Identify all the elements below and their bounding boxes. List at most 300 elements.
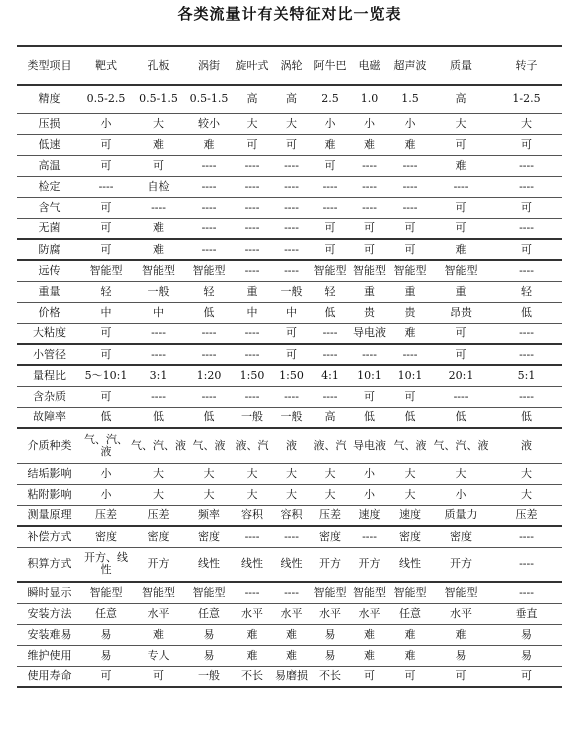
row-label: 瞬时显示 [27, 585, 72, 599]
table-cell: 不长 [241, 669, 263, 683]
table-cell: 压差 [147, 508, 170, 522]
table-cell: ---- [201, 158, 217, 172]
row-label: 含气 [38, 200, 61, 214]
table-row [17, 113, 562, 134]
table-cell: 大 [286, 487, 297, 501]
row-label: 使用寿命 [27, 669, 72, 683]
table-cell: 可 [404, 389, 416, 403]
row-label: 故障率 [33, 410, 66, 424]
table-cell: 1:50 [239, 368, 265, 382]
row-label: 含杂质 [33, 389, 66, 403]
table-row [17, 155, 562, 176]
table-cell: 智能型 [142, 263, 175, 277]
row-label: 远传 [38, 263, 61, 277]
table-cell: ---- [201, 200, 217, 214]
table-cell: ---- [284, 158, 299, 172]
table-cell: 1:20 [196, 368, 222, 382]
table-cell: 大 [286, 116, 297, 130]
table-cell: 难 [153, 137, 164, 151]
table-cell: 高 [286, 92, 297, 106]
table-cell: 重 [364, 284, 375, 298]
table-cell: 1-2.5 [512, 92, 541, 106]
table-cell: 难 [364, 137, 375, 151]
table-cell: 难 [286, 627, 297, 641]
table-cell: 可 [324, 158, 336, 172]
row-label: 积算方式 [27, 557, 72, 571]
table-cell: 小 [364, 487, 375, 501]
table-cell: 任意 [399, 606, 421, 620]
table-cell: 速度 [399, 508, 421, 522]
table-cell: ---- [322, 326, 338, 340]
table-cell: 高 [246, 92, 258, 106]
table-cell: 大 [153, 487, 164, 501]
table-cell: ---- [201, 389, 217, 403]
table-cell: 中 [153, 305, 164, 319]
table-cell: 可 [404, 669, 416, 683]
table-cell: ---- [244, 529, 260, 543]
row-label: 测量原理 [27, 508, 72, 522]
table-cell: ---- [519, 347, 534, 361]
table-cell: 智能型 [192, 263, 226, 277]
table-cell: 大 [246, 466, 258, 480]
table-cell: 可 [521, 242, 532, 256]
table-cell: 线性 [241, 557, 263, 571]
table-row [17, 526, 562, 547]
table-cell: ---- [519, 557, 534, 571]
table-cell: 难 [246, 648, 258, 662]
table-cell: ---- [98, 179, 114, 193]
table-cell: 容积 [241, 508, 263, 522]
table-cell: 小 [100, 466, 112, 480]
table-cell: 可 [455, 326, 467, 340]
row-label: 粘附影响 [27, 487, 72, 501]
table-cell: ---- [244, 263, 260, 277]
table-cell: ---- [519, 158, 534, 172]
table-cell: 易 [100, 648, 112, 662]
table-cell: 难 [153, 242, 164, 256]
table-cell: 中 [100, 305, 112, 319]
table-cell: ---- [519, 263, 534, 277]
table-cell: 可 [364, 669, 375, 683]
table-cell: ---- [244, 221, 260, 235]
table-cell: 1.5 [401, 92, 419, 106]
table-cell: 小 [455, 487, 467, 501]
table-cell: 大 [153, 466, 164, 480]
table-cell: ---- [201, 179, 217, 193]
table-row [17, 547, 562, 582]
table-cell: 可 [404, 221, 416, 235]
table-cell: 20:1 [448, 368, 474, 382]
table-cell: 重 [404, 284, 416, 298]
table-cell: 可 [521, 669, 532, 683]
table-cell: 可 [455, 137, 467, 151]
table-cell: 智能型 [313, 263, 347, 277]
table-cell: 贵 [404, 305, 416, 319]
table-cell: 4:1 [321, 368, 339, 382]
table-cell: 易 [455, 648, 467, 662]
table-cell: 小 [364, 466, 375, 480]
page-title: 各类流量计有关特征对比一览表 [177, 5, 402, 23]
table-cell: 低 [455, 410, 467, 424]
table-row [17, 645, 562, 666]
table-row [17, 484, 562, 505]
table-cell: 难 [203, 137, 215, 151]
table-cell: 气、汽、液 [131, 438, 186, 452]
table-cell: 智能型 [444, 263, 478, 277]
table-cell: 一般 [198, 669, 220, 683]
table-cell: ---- [284, 179, 299, 193]
table-cell: 任意 [198, 606, 220, 620]
table-cell: 不长 [319, 669, 341, 683]
table-cell: 10:1 [397, 368, 423, 382]
row-label: 量程比 [33, 368, 66, 382]
table-cell: 难 [455, 158, 467, 172]
header-cell-type: 电磁 [358, 58, 381, 72]
table-cell: 可 [100, 326, 112, 340]
header-cell-type: 质量 [450, 58, 472, 72]
table-cell: 大 [521, 116, 532, 130]
table-cell: 可 [246, 137, 258, 151]
table-cell: 轻 [100, 284, 112, 298]
table-row [17, 85, 562, 113]
table-cell: 轻 [203, 284, 215, 298]
table-cell: 难 [455, 242, 467, 256]
table-cell: ---- [402, 158, 418, 172]
table-cell: 智能型 [89, 585, 123, 599]
table-cell: 大 [203, 487, 215, 501]
table-cell: 低 [203, 410, 215, 424]
table-cell: 智能型 [353, 263, 386, 277]
table-cell: 导电液 [353, 326, 386, 340]
table-cell: 气、液 [192, 438, 226, 452]
row-label: 补偿方式 [27, 529, 72, 543]
table-row [17, 323, 562, 344]
table-cell: 可 [153, 669, 164, 683]
row-label: 安装方法 [27, 606, 72, 620]
table-cell: 气、汽、液 [433, 438, 489, 452]
table-cell: 0.5-2.5 [86, 92, 126, 106]
table-cell: 可 [324, 242, 336, 256]
table-cell: 可 [286, 347, 297, 361]
row-label: 检定 [38, 179, 61, 193]
header-cell-category: 类型项目 [27, 58, 72, 72]
table-cell: 2.5 [321, 92, 339, 106]
table-cell: 可 [100, 389, 112, 403]
table-cell: 任意 [95, 606, 117, 620]
table-cell: 气、汽、液 [84, 432, 128, 458]
comparison-table [17, 45, 562, 688]
table-row [17, 407, 562, 428]
table-cell: ---- [362, 179, 377, 193]
table-cell: 开方 [147, 557, 170, 571]
table-cell: ---- [284, 585, 299, 599]
table-cell: ---- [402, 200, 418, 214]
row-label: 价格 [38, 305, 61, 319]
table-cell: ---- [244, 326, 260, 340]
table-cell: 压差 [319, 508, 341, 522]
table-cell: 较小 [198, 116, 220, 130]
table-cell: ---- [244, 389, 260, 403]
table-cell: 1:50 [279, 368, 304, 382]
table-cell: 0.5-1.5 [189, 92, 229, 106]
table-cell: 低 [404, 410, 416, 424]
table-row [17, 344, 562, 365]
table-cell: 高 [455, 92, 467, 106]
table-cell: 一般 [280, 410, 303, 424]
table-cell: 大 [521, 466, 532, 480]
table-cell: 难 [364, 648, 375, 662]
table-row [17, 218, 562, 239]
table-cell: ---- [284, 389, 299, 403]
table-cell: 昂贵 [450, 305, 472, 319]
table-cell: 智能型 [142, 585, 175, 599]
table-cell: 低 [153, 410, 164, 424]
table-cell: 低 [324, 305, 336, 319]
table-cell: 难 [286, 648, 297, 662]
table-cell: 难 [404, 137, 416, 151]
table-cell: 5:1 [517, 368, 536, 382]
table-cell: 易磨损 [275, 669, 308, 683]
table-row [17, 386, 562, 407]
table-cell: 导电液 [353, 438, 386, 452]
table-cell: ---- [284, 200, 299, 214]
table-cell: 智能型 [393, 263, 427, 277]
table-cell: 智能型 [353, 585, 386, 599]
table-cell: 难 [246, 627, 258, 641]
table-cell: 可 [100, 137, 112, 151]
table-row [17, 134, 562, 155]
table-cell: ---- [201, 242, 217, 256]
table-cell: 密度 [95, 529, 117, 543]
table-cell: 低 [203, 305, 215, 319]
table-cell: ---- [519, 221, 534, 235]
table-cell: ---- [244, 585, 260, 599]
table-cell: ---- [322, 179, 338, 193]
table-cell: ---- [244, 179, 260, 193]
table-cell: 可 [455, 347, 467, 361]
table-cell: 大 [286, 466, 297, 480]
table-cell: 液、汽 [313, 438, 347, 452]
table-cell: 可 [286, 326, 297, 340]
table-cell: 液 [286, 438, 297, 452]
table-row [17, 176, 562, 197]
row-label: 无菌 [38, 221, 61, 235]
table-cell: ---- [453, 389, 469, 403]
header-cell-type: 涡街 [198, 58, 220, 72]
table-row [17, 505, 562, 526]
table-cell: ---- [284, 529, 299, 543]
table-cell: 可 [364, 242, 375, 256]
table-cell: 大 [203, 466, 215, 480]
table-cell: 低 [364, 410, 375, 424]
table-cell: 轻 [324, 284, 336, 298]
row-label: 结垢影响 [27, 466, 72, 480]
table-cell: 密度 [450, 529, 472, 543]
table-cell: 难 [404, 326, 416, 340]
header-cell-type: 孔板 [147, 58, 170, 72]
header-cell-type: 阿牛巴 [313, 58, 347, 72]
table-cell: 易 [100, 627, 112, 641]
table-cell: 水平 [450, 606, 472, 620]
table-row [17, 603, 562, 624]
table-cell: 小 [364, 116, 375, 130]
row-label: 防腐 [38, 242, 61, 256]
table-cell: ---- [519, 585, 534, 599]
table-cell: 容积 [280, 508, 303, 522]
row-label: 维护使用 [27, 648, 72, 662]
table-cell: 可 [100, 221, 112, 235]
table-cell: ---- [201, 326, 217, 340]
table-cell: 一般 [280, 284, 303, 298]
table-cell: 低 [521, 305, 532, 319]
table-cell: 中 [246, 305, 258, 319]
table-cell: ---- [402, 179, 418, 193]
table-cell: 智能型 [89, 263, 123, 277]
table-cell: 10:1 [357, 368, 382, 382]
table-cell: 易 [324, 648, 336, 662]
table-cell: 一般 [241, 410, 263, 424]
table-cell: ---- [322, 200, 338, 214]
table-row [17, 260, 562, 281]
table-cell: ---- [322, 389, 338, 403]
table-cell: ---- [151, 200, 166, 214]
row-label: 高温 [38, 158, 61, 172]
table-cell: 大 [404, 466, 416, 480]
table-cell: 大 [246, 116, 258, 130]
table-cell: 低 [521, 410, 532, 424]
table-cell: 智能型 [393, 585, 427, 599]
table-cell: ---- [151, 389, 166, 403]
table-cell: 水平 [358, 606, 381, 620]
table-cell: 液、汽 [235, 438, 269, 452]
table-cell: ---- [284, 263, 299, 277]
table-cell: 开方 [450, 557, 472, 571]
table-cell: 可 [324, 221, 336, 235]
table-cell: 小 [404, 116, 416, 130]
row-label: 压损 [38, 116, 61, 130]
table-cell: 液 [521, 438, 532, 452]
table-row [17, 302, 562, 323]
table-cell: 可 [455, 200, 467, 214]
table-cell: 线性 [399, 557, 421, 571]
table-cell: 水平 [147, 606, 170, 620]
table-cell: 贵 [364, 305, 375, 319]
table-row [17, 281, 562, 302]
table-cell: 水平 [241, 606, 263, 620]
table-cell: ---- [362, 158, 377, 172]
table-cell: 可 [153, 158, 164, 172]
table-cell: 0.5-1.5 [139, 92, 178, 106]
table-cell: 可 [100, 242, 112, 256]
row-label: 安装难易 [27, 627, 72, 641]
table-cell: 开方 [319, 557, 341, 571]
table-cell: 可 [455, 221, 467, 235]
row-label: 介质种类 [27, 438, 72, 452]
table-cell: ---- [519, 326, 534, 340]
table-cell: 难 [324, 137, 336, 151]
table-cell: 智能型 [313, 585, 347, 599]
table-cell: 低 [100, 410, 112, 424]
table-cell: 一般 [147, 284, 170, 298]
table-cell: ---- [244, 242, 260, 256]
table-cell: ---- [284, 242, 299, 256]
table-cell: 难 [153, 221, 164, 235]
header-cell-type: 转子 [515, 58, 538, 72]
row-label: 精度 [38, 92, 61, 106]
table-cell: 可 [404, 242, 416, 256]
table-cell: 可 [521, 137, 532, 151]
table-cell: 易 [203, 648, 215, 662]
table-cell: 轻 [521, 284, 532, 298]
table-row [17, 197, 562, 218]
table-row [17, 239, 562, 260]
table-cell: ---- [284, 221, 299, 235]
header-row [17, 46, 562, 85]
table-cell: 大 [324, 487, 336, 501]
row-label: 小管径 [33, 347, 66, 361]
table-cell: 频率 [198, 508, 220, 522]
table-cell: 可 [364, 389, 375, 403]
table-cell: ---- [201, 221, 217, 235]
header-cell-type: 涡轮 [280, 58, 303, 72]
table-cell: ---- [519, 179, 534, 193]
row-label: 低速 [38, 137, 61, 151]
table-cell: 质量力 [444, 508, 478, 522]
table-cell: 可 [100, 200, 112, 214]
table-cell: 速度 [358, 508, 381, 522]
table-cell: 大 [246, 487, 258, 501]
table-cell: 线性 [198, 557, 220, 571]
table-cell: 智能型 [444, 585, 478, 599]
table-cell: 1.0 [360, 92, 379, 106]
table-cell: 气、液 [393, 438, 427, 452]
table-cell: ---- [519, 529, 534, 543]
table-cell: 压差 [515, 508, 538, 522]
table-cell: 智能型 [192, 585, 226, 599]
table-cell: ---- [519, 389, 534, 403]
table-cell: 难 [404, 648, 416, 662]
table-cell: 密度 [147, 529, 170, 543]
header-cell-type: 靶式 [95, 58, 117, 72]
row-label: 大粘度 [33, 326, 66, 340]
table-cell: 压差 [95, 508, 117, 522]
table-cell: 可 [521, 200, 532, 214]
table-cell: 易 [324, 627, 336, 641]
table-cell: 3:1 [149, 368, 168, 382]
table-row [17, 428, 562, 463]
table-cell: 水平 [319, 606, 341, 620]
table-cell: 水平 [280, 606, 303, 620]
table-cell: 密度 [198, 529, 220, 543]
table-cell: ---- [453, 179, 469, 193]
table-cell: 可 [100, 158, 112, 172]
table-cell: 大 [153, 116, 164, 130]
table-cell: 难 [404, 627, 416, 641]
table-cell: 易 [203, 627, 215, 641]
table-cell: 线性 [280, 557, 303, 571]
table-cell: 可 [100, 669, 112, 683]
row-label: 重量 [38, 284, 61, 298]
table-cell: ---- [151, 347, 166, 361]
table-cell: ---- [244, 158, 260, 172]
table-row [17, 365, 562, 386]
table-cell: ---- [201, 347, 217, 361]
table-cell: 重 [455, 284, 467, 298]
table-cell: 可 [364, 221, 375, 235]
table-cell: 专人 [147, 648, 170, 662]
table-cell: ---- [244, 347, 260, 361]
table-cell: 5～10:1 [84, 368, 128, 382]
